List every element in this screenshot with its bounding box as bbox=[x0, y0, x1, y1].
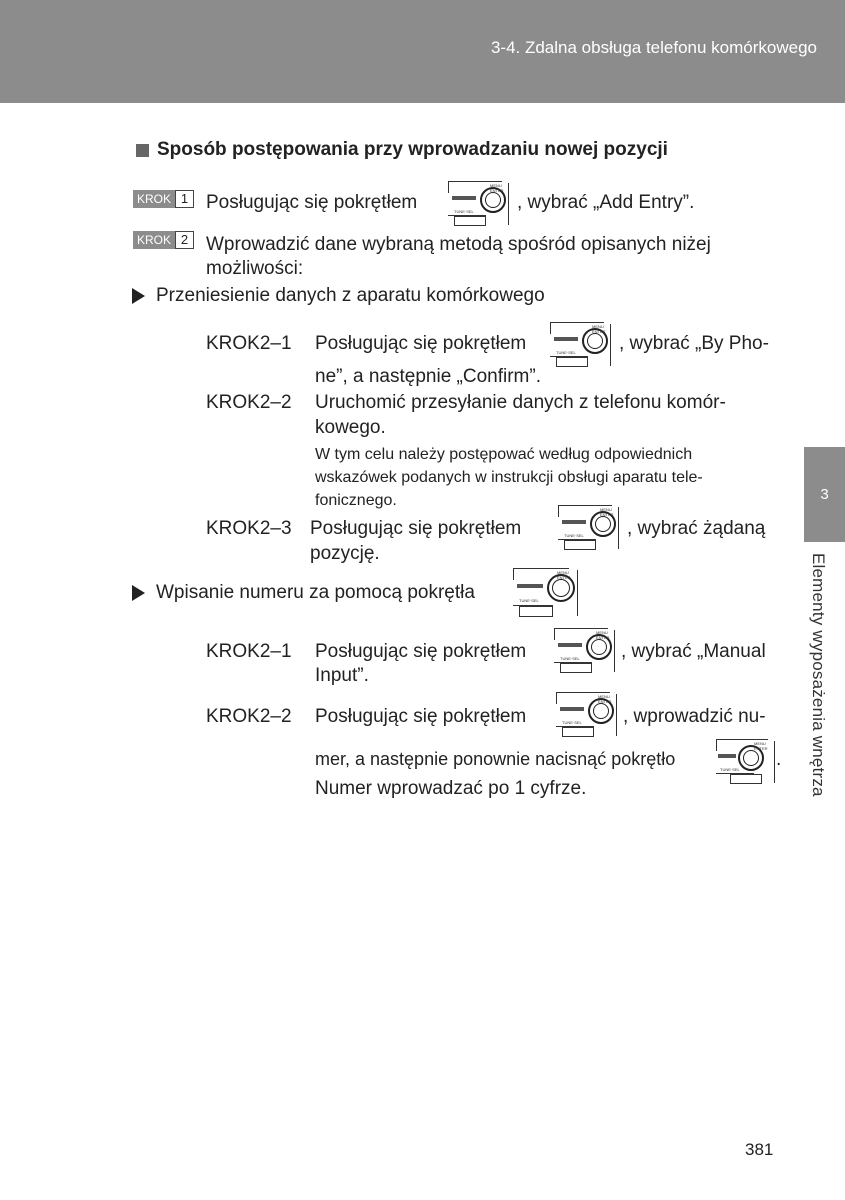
chapter-number: 3 bbox=[820, 486, 829, 503]
knob-label-bottom: TUNE·SEL bbox=[560, 656, 580, 661]
method1-title: Przeniesienie danych z aparatu komórkowego bbox=[156, 285, 545, 306]
method2-s2-label: KROK2–2 bbox=[206, 706, 292, 727]
method2-s2-text-c: mer, a następnie ponownie nacisnąć pokrętło bbox=[315, 749, 676, 769]
method1-s1-text-c: ne”, a następnie „Confirm”. bbox=[315, 366, 541, 387]
knob-label-bottom: TUNE·SEL bbox=[564, 533, 584, 538]
method2-s1-text-c: Input”. bbox=[315, 665, 369, 686]
method2-s1-text-a: Posługując się pokrętłem bbox=[315, 641, 527, 662]
knob-label-top: MENU ENTER bbox=[592, 324, 606, 334]
step-badge-2 bbox=[133, 231, 194, 249]
tune-knob-icon bbox=[714, 737, 776, 783]
method2-s2-text-b: , wprowadzić nu- bbox=[623, 706, 766, 727]
method2-s2-text-a: Posługując się pokrętłem bbox=[315, 706, 527, 727]
method1-note-line-3: fonicznego. bbox=[315, 492, 397, 509]
knob-label-bottom: TUNE·SEL bbox=[519, 598, 539, 603]
knob-label-bottom: TUNE·SEL bbox=[454, 209, 474, 214]
chapter-side-label: Elementy wyposażenia wnętrza bbox=[809, 553, 828, 797]
step-badge-number: 1 bbox=[175, 190, 194, 208]
tune-knob-icon bbox=[511, 566, 579, 616]
step1-text-b: , wybrać „Add Entry”. bbox=[517, 192, 695, 213]
method1-s2-label: KROK2–2 bbox=[206, 392, 292, 413]
chapter-tab bbox=[804, 447, 845, 542]
method1-note-line-1: W tym celu należy postępować według odpowiednich bbox=[315, 446, 693, 463]
method1-s3-text-a: Posługując się pokrętłem bbox=[310, 518, 522, 539]
step2-line-2: możliwości: bbox=[206, 258, 304, 279]
step1-text-a: Posługując się pokrętłem bbox=[206, 192, 418, 213]
tune-knob-icon bbox=[552, 626, 616, 672]
step-badge-word: KROK bbox=[133, 190, 175, 208]
knob-label-top: MENU ENTER bbox=[557, 570, 571, 580]
method1-s3-text-c: pozycję. bbox=[310, 543, 380, 564]
knob-label-top: MENU ENTER bbox=[600, 507, 614, 517]
knob-label-top: MENU ENTER bbox=[598, 694, 612, 704]
step2-line-1: Wprowadzić dane wybraną metodą spośród opisanych niżej bbox=[206, 234, 711, 255]
method1-s3-text-b: , wybrać żądaną bbox=[627, 518, 766, 539]
step-badge-1 bbox=[133, 190, 194, 208]
chapter-title: 3-4. Zdalna obsługa telefonu komórkowego bbox=[490, 38, 817, 57]
method2-s1-label: KROK2–1 bbox=[206, 641, 292, 662]
method1-s1-text-a: Posługując się pokrętłem bbox=[315, 333, 527, 354]
knob-label-top: MENU ENTER bbox=[596, 630, 610, 640]
page-header bbox=[0, 0, 845, 103]
step-badge-word: KROK bbox=[133, 231, 175, 249]
method1-s1-label: KROK2–1 bbox=[206, 333, 292, 354]
tune-knob-icon bbox=[556, 503, 620, 549]
knob-label-bottom: TUNE·SEL bbox=[562, 720, 582, 725]
knob-label-bottom: TUNE·SEL bbox=[720, 767, 740, 772]
method1-s3-label: KROK2–3 bbox=[206, 518, 292, 539]
tune-knob-icon bbox=[554, 690, 618, 736]
method2-s2-text-d: . bbox=[776, 749, 782, 770]
method2-s2-text-e: Numer wprowadzać po 1 cyfrze. bbox=[315, 778, 587, 799]
method1-s1-text-b: , wybrać „By Pho- bbox=[619, 333, 769, 354]
triangle-bullet-icon bbox=[132, 585, 145, 601]
square-bullet-icon bbox=[136, 144, 149, 157]
step-badge-number: 2 bbox=[175, 231, 194, 249]
method2-title: Wpisanie numeru za pomocą pokrętła bbox=[156, 582, 475, 603]
method1-s2-line-1: Uruchomić przesyłanie danych z telefonu komór- bbox=[315, 392, 726, 413]
method1-s2-line-2: kowego. bbox=[315, 417, 386, 438]
section-heading: Sposób postępowania przy wprowadzaniu nowej pozycji bbox=[157, 139, 668, 160]
method1-note-line-2: wskazówek podanych w instrukcji obsługi aparatu tele- bbox=[315, 469, 703, 486]
knob-label-top: MENU ENTER bbox=[754, 741, 768, 751]
page-number: 381 bbox=[745, 1140, 774, 1159]
tune-knob-icon bbox=[548, 320, 612, 366]
triangle-bullet-icon bbox=[132, 288, 145, 304]
tune-knob-icon bbox=[446, 179, 510, 225]
method2-s1-text-b: , wybrać „Manual bbox=[621, 641, 766, 662]
knob-label-top: MENU ENTER bbox=[490, 183, 504, 193]
knob-label-bottom: TUNE·SEL bbox=[556, 350, 576, 355]
